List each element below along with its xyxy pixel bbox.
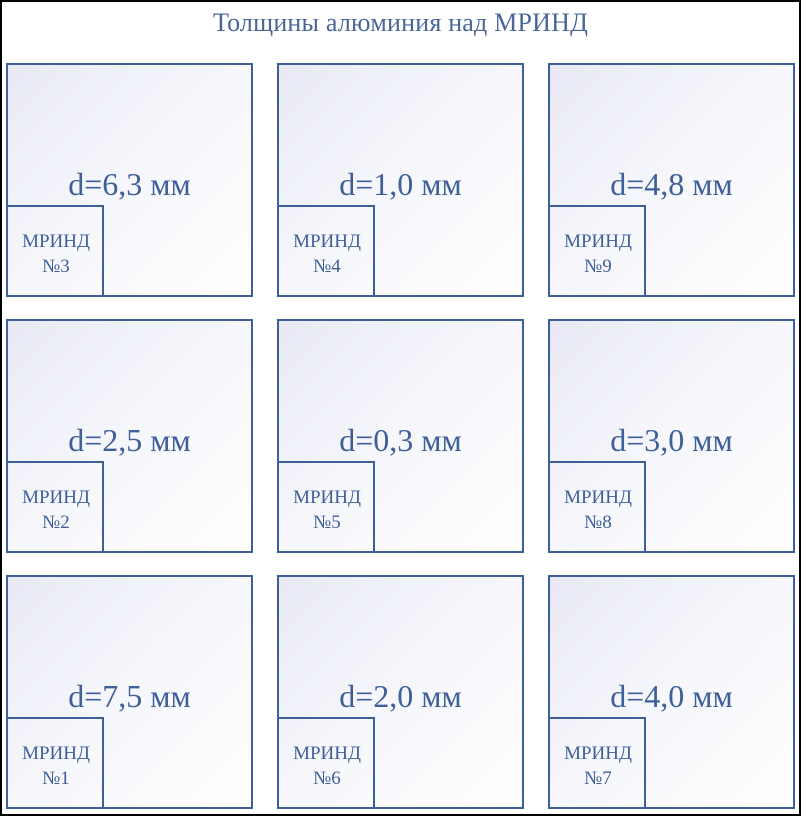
sensor-box: [8, 205, 104, 295]
sensor-name: МРИНД: [22, 231, 90, 252]
sensor-number: №9: [584, 256, 612, 277]
plate-cell: [548, 63, 795, 297]
plate-cell: [277, 319, 524, 553]
sensor-number: №7: [584, 768, 612, 789]
thickness-label: d=1,0 мм: [339, 166, 462, 202]
sensor-number: №6: [313, 768, 341, 789]
sensor-number: №4: [313, 256, 341, 277]
plate-cell: [6, 319, 253, 553]
plate-cell: [277, 63, 524, 297]
sensor-name: МРИНД: [564, 743, 632, 764]
sensor-box: [550, 461, 646, 551]
sensor-number: №1: [42, 768, 70, 789]
sensor-name: МРИНД: [22, 743, 90, 764]
thickness-label: d=7,5 мм: [68, 678, 191, 714]
thickness-label: d=2,0 мм: [339, 678, 462, 714]
sensor-box: [279, 461, 375, 551]
sensor-box: [279, 205, 375, 295]
thickness-label: d=3,0 мм: [610, 422, 733, 458]
sensor-name: МРИНД: [293, 487, 361, 508]
sensor-box: [550, 717, 646, 807]
plate-cell: [548, 575, 795, 809]
sensor-box: [8, 717, 104, 807]
thickness-label: d=6,3 мм: [68, 166, 191, 202]
thickness-label: d=2,5 мм: [68, 422, 191, 458]
thickness-label: d=4,0 мм: [610, 678, 733, 714]
sensor-box: [550, 205, 646, 295]
sensor-name: МРИНД: [22, 487, 90, 508]
sensor-number: №2: [42, 512, 70, 533]
sensor-number: №8: [584, 512, 612, 533]
sensor-box: [279, 717, 375, 807]
plate-cell: [548, 319, 795, 553]
plate-cell: [6, 63, 253, 297]
sensor-box: [8, 461, 104, 551]
thickness-label: d=0,3 мм: [339, 422, 462, 458]
plate-cell: [277, 575, 524, 809]
sensor-number: №5: [313, 512, 341, 533]
thickness-label: d=4,8 мм: [610, 166, 733, 202]
plate-cell: [6, 575, 253, 809]
sensor-name: МРИНД: [564, 487, 632, 508]
diagram-title: Толщины алюминия над МРИНД: [212, 8, 589, 37]
sensor-name: МРИНД: [564, 231, 632, 252]
sensor-name: МРИНД: [293, 231, 361, 252]
sensor-number: №3: [42, 256, 70, 277]
sensor-name: МРИНД: [293, 743, 361, 764]
